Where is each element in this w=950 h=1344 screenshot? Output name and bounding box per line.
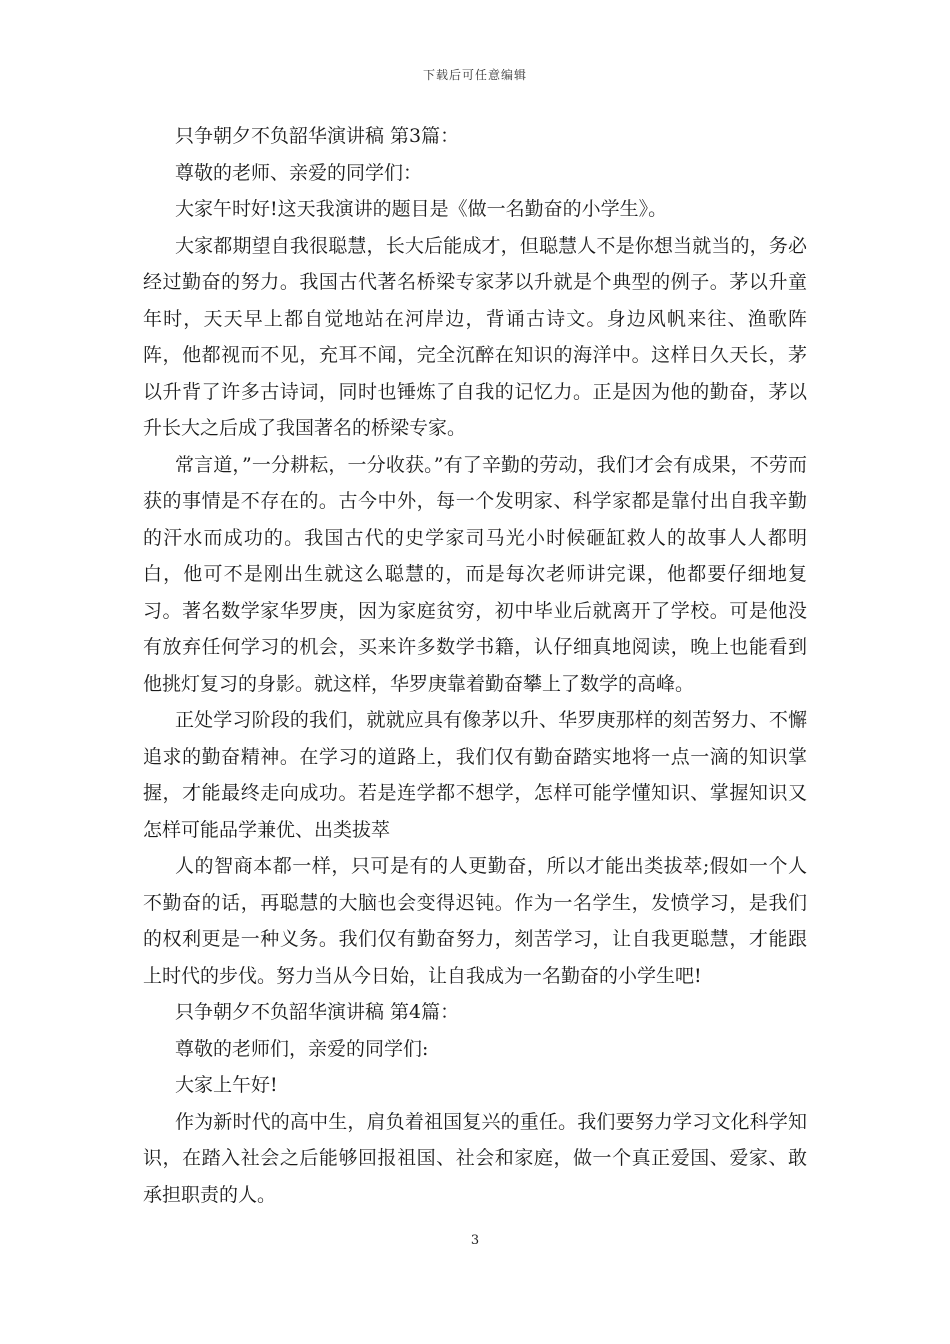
salutation: 尊敬的老师、亲爱的同学们： [175, 161, 423, 184]
section-heading: 只争朝夕不负韶华演讲稿 第3篇： [175, 125, 460, 147]
salutation: 尊敬的老师们，亲爱的同学们: [175, 1037, 429, 1060]
section-heading: 只争朝夕不负韶华演讲稿 第4篇： [175, 1001, 460, 1023]
body-paragraph: 大家都期望自我很聪慧，长大后能成才，但聪慧人不是你想当就当的，务必经过勤奋的努力。我国古代著名桥梁专家茅以升就是个典型的例子。茅以升童年时，天天早上都自觉地站在河岸边，背诵古诗文。身边风帆来往、渔歌阵阵，他都视而不见，充耳不闻，完全沉醉在知识的海洋中。这样日久天长，茅以升背了许多古诗词，同时也锤炼了自我的记忆力。正是因为他的勤奋，茅以升长大之后成了我国著名的桥梁专家。 [143, 234, 807, 439]
document-body [143, 118, 807, 1213]
body-paragraph: 正处学习阶段的我们，就就应具有像茅以升、华罗庚那样的刻苦努力、不懈追求的勤奋精神。在学习的道路上，我们仅有勤奋踏实地将一点一滴的知识掌握，才能最终走向成功。若是连学都不想学，怎样可能学懂知识、掌握知识又怎样可能品学兼优、出类拔萃 [143, 709, 807, 841]
page-number: 3 [470, 1233, 480, 1248]
greeting: 大家午时好!这天我演讲的题目是《做一名勤奋的小学生》。 [175, 198, 668, 220]
body-paragraph: 人的智商本都一样，只可是有的人更勤奋，所以才能出类拔萃;假如一个人不勤奋的话，再聪慧的大脑也会变得迟钝。作为一名学生，发愤学习，是我们的权利更是一种义务。我们仅有勤奋努力，刻苦学习，让自我更聪慧，才能跟上时代的步伐。努力当从今日始，让自我成为一名勤奋的小学生吧! [143, 855, 807, 987]
body-paragraph: 常言道，”一分耕耘，一分收获。”有了辛勤的劳动，我们才会有成果，不劳而获的事情是不存在的。古今中外，每一个发明家、科学家都是靠付出自我辛勤的汗水而成功的。我国古代的史学家司马光小时候砸缸救人的故事人人都明白，他可不是刚出生就这么聪慧的，而是每次老师讲完课，他都要仔细地复习。著名数学家华罗庚，因为家庭贫穷，初中毕业后就离开了学校。可是他没有放弃任何学习的机会，买来许多数学书籍，认仔细真地阅读，晚上也能看到他挑灯复习的身影。就这样，华罗庚靠着勤奋攀上了数学的高峰。 [143, 453, 807, 695]
body-paragraph: 作为新时代的高中生，肩负着祖国复兴的重任。我们要努力学习文化科学知识，在踏入社会之后能够回报祖国、社会和家庭，做一个真正爱国、爱家、敢承担职责的人。 [143, 1110, 807, 1206]
page-header: 下载后可任意编辑 [422, 68, 527, 82]
greeting: 大家上午好! [175, 1074, 278, 1096]
